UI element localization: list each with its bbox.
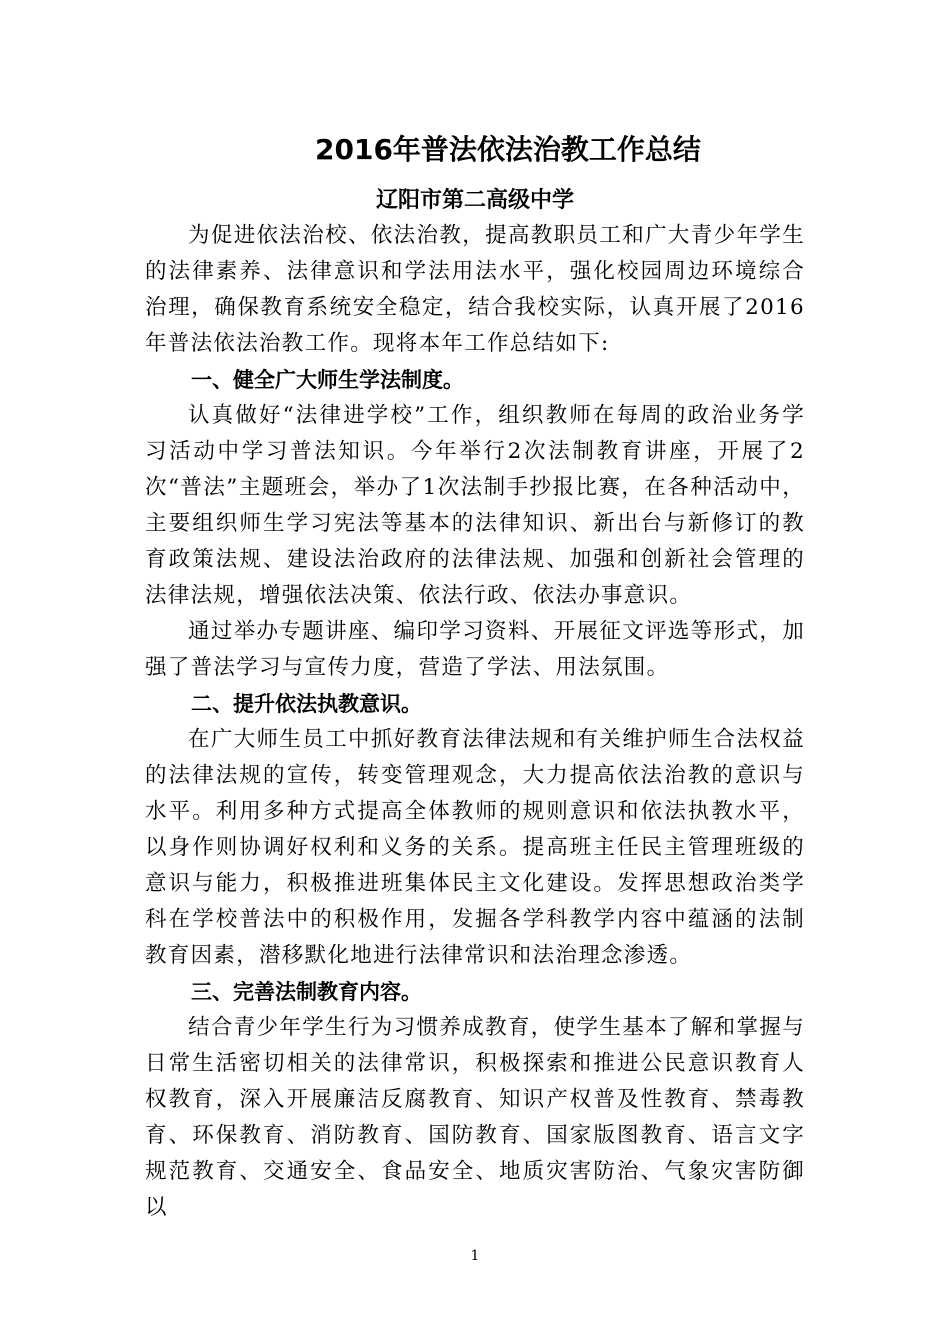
section-3-paragraph-1: 结合青少年学生行为习惯养成教育，使学生基本了解和掌握与日常生活密切相关的法律常识，积极探索和推进公民意识教育人权教育，深入开展廉洁反腐教育、知识产权普及性教育、禁毒教育、环保教育、消防教育、国防教育、国家版图教育、语言文字规范教育、交通安全、食品安全、地质灾害防治、气象灾害防御以 <box>145 1015 805 1220</box>
section-heading-2: 二、提升依法执教意识。 <box>191 692 422 716</box>
section-2-paragraph-1: 在广大师生员工中抓好教育法律法规和有关维护师生合法权益的法律法规的宣传，转变管理观念，大力提高依法治教的意识与水平。利用多种方式提高全体教师的规则意识和依法执教水平，以身作则协调好权利和义务的关系。提高班主任民主管理班级的意识与能力，积极推进班集体民主文化建设。发挥思想政治类学科在学校普法中的积极作用，发掘各学科教学内容中蕴涵的法制教育因素，潜移默化地进行法律常识和法治理念渗透。 <box>145 727 805 968</box>
section-heading-3: 三、完善法制教育内容。 <box>191 980 422 1004</box>
page-number: 1 <box>470 1248 480 1264</box>
document-author: 辽阳市第二高级中学 <box>375 188 574 213</box>
document-title: 2016年普法依法治教工作总结 <box>315 133 701 166</box>
section-heading-1: 一、健全广大师生学法制度。 <box>191 368 464 392</box>
section-1-paragraph-2: 通过举办专题讲座、编印学习资料、开展征文评选等形式，加强了普法学习与宣传力度，营造了学法、用法氛围。 <box>145 619 805 680</box>
document-body <box>145 130 805 1226</box>
intro-paragraph: 为促进依法治校、依法治教，提高教职员工和广大青少年学生的法律素养、法律意识和学法用法水平，强化校园周边环境综合治理，确保教育系统安全稳定，结合我校实际，认真开展了2016年普法依法治教工作。现将本年工作总结如下: <box>145 223 805 356</box>
section-1-paragraph-1: 认真做好“法律进学校”工作，组织教师在每周的政治业务学习活动中学习普法知识。今年举行2次法制教育讲座，开展了2次“普法”主题班会，举办了1次法制手抄报比赛，在各种活动中，主要组织师生学习宪法等基本的法律知识、新出台与新修订的教育政策法规、建设法治政府的法律法规、加强和创新社会管理的法律法规，增强依法决策、依法行政、依法办事意识。 <box>145 403 805 608</box>
